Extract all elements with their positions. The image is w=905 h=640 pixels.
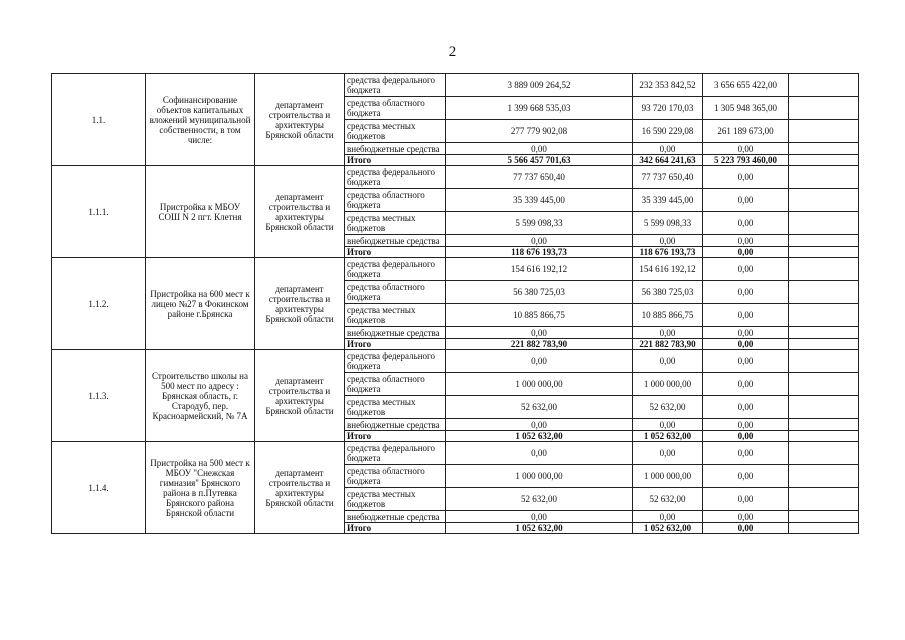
amount-cell: 0,00 [446, 442, 633, 465]
funding-source: средства федерального бюджета [345, 74, 446, 97]
empty-cell [789, 419, 859, 431]
empty-cell [789, 373, 859, 396]
amount-cell: 221 882 783,90 [446, 339, 633, 350]
funding-source: внебюджетные средства [345, 143, 446, 155]
amount-cell: 3 656 655 422,00 [703, 74, 789, 97]
amount-cell: 5 223 793 460,00 [703, 155, 789, 166]
funding-source: средства федерального бюджета [345, 442, 446, 465]
amount-cell: 0,00 [703, 166, 789, 189]
amount-cell: 0,00 [446, 143, 633, 155]
amount-cell: 5 599 098,33 [633, 212, 703, 235]
amount-cell: 5 599 098,33 [446, 212, 633, 235]
amount-cell: 0,00 [703, 373, 789, 396]
amount-cell: 0,00 [703, 327, 789, 339]
item-number: 1.1.1. [52, 166, 146, 258]
amount-cell: 52 632,00 [633, 488, 703, 511]
amount-cell: 16 590 229,08 [633, 120, 703, 143]
amount-cell: 0,00 [633, 511, 703, 523]
amount-cell: 0,00 [703, 304, 789, 327]
table-row [52, 350, 859, 373]
amount-cell: 52 632,00 [446, 488, 633, 511]
amount-cell: 1 000 000,00 [633, 465, 703, 488]
amount-cell: 154 616 192,12 [633, 258, 703, 281]
project-name: Строительство школы на 500 мест по адресу : Брянская область, г. Стародуб, пер. Красноармейский, № 7А [146, 350, 255, 442]
funding-source: внебюджетные средства [345, 235, 446, 247]
amount-cell: 0,00 [446, 350, 633, 373]
amount-cell: 56 380 725,03 [633, 281, 703, 304]
amount-cell: 1 000 000,00 [446, 373, 633, 396]
amount-cell: 0,00 [703, 350, 789, 373]
empty-cell [789, 442, 859, 465]
project-name: Пристройка к МБОУ СОШ N 2 пгт. Клетня [146, 166, 255, 258]
amount-cell: 5 566 457 701,63 [446, 155, 633, 166]
funding-source: средства федерального бюджета [345, 166, 446, 189]
funding-source: внебюджетные средства [345, 511, 446, 523]
empty-cell [789, 258, 859, 281]
funding-source: средства местных бюджетов [345, 212, 446, 235]
amount-cell: 0,00 [703, 419, 789, 431]
amount-cell: 93 720 170,03 [633, 97, 703, 120]
funding-source: внебюджетные средства [345, 327, 446, 339]
empty-cell [789, 189, 859, 212]
amount-cell: 0,00 [703, 212, 789, 235]
item-number: 1.1.3. [52, 350, 146, 442]
amount-cell: 1 052 632,00 [633, 523, 703, 534]
amount-cell: 1 305 948 365,00 [703, 97, 789, 120]
amount-cell: 0,00 [446, 419, 633, 431]
empty-cell [789, 339, 859, 350]
table-row [52, 442, 859, 465]
amount-cell: 0,00 [633, 327, 703, 339]
funding-source: средства федерального бюджета [345, 258, 446, 281]
amount-cell: 52 632,00 [633, 396, 703, 419]
funding-source: средства областного бюджета [345, 465, 446, 488]
empty-cell [789, 465, 859, 488]
funding-source: Итого [345, 523, 446, 534]
empty-cell [789, 488, 859, 511]
amount-cell: 1 399 668 535,03 [446, 97, 633, 120]
amount-cell: 0,00 [703, 431, 789, 442]
empty-cell [789, 511, 859, 523]
funding-source: средства областного бюджета [345, 373, 446, 396]
budget-table [51, 73, 859, 534]
empty-cell [789, 235, 859, 247]
amount-cell: 77 737 650,40 [446, 166, 633, 189]
amount-cell: 0,00 [446, 235, 633, 247]
amount-cell: 1 000 000,00 [633, 373, 703, 396]
amount-cell: 1 052 632,00 [446, 431, 633, 442]
amount-cell: 342 664 241,63 [633, 155, 703, 166]
funding-source: Итого [345, 339, 446, 350]
empty-cell [789, 350, 859, 373]
table-row [52, 258, 859, 281]
amount-cell: 0,00 [703, 442, 789, 465]
funding-source: Итого [345, 431, 446, 442]
amount-cell: 10 885 866,75 [446, 304, 633, 327]
amount-cell: 0,00 [633, 350, 703, 373]
funding-source: средства областного бюджета [345, 189, 446, 212]
item-number: 1.1. [52, 74, 146, 166]
empty-cell [789, 304, 859, 327]
amount-cell: 0,00 [703, 396, 789, 419]
page-number: 2 [448, 44, 457, 60]
empty-cell [789, 74, 859, 97]
amount-cell: 118 676 193,73 [446, 247, 633, 258]
amount-cell: 261 189 673,00 [703, 120, 789, 143]
funding-source: Итого [345, 247, 446, 258]
amount-cell: 118 676 193,73 [633, 247, 703, 258]
amount-cell: 0,00 [703, 488, 789, 511]
project-name: Пристройка на 600 мест к лицею №27 в Фокинском районе г.Брянска [146, 258, 255, 350]
project-name: Софинансирование объектов капитальных вложений муниципальной собственности, в том числе: [146, 74, 255, 166]
funding-source: средства местных бюджетов [345, 120, 446, 143]
empty-cell [789, 247, 859, 258]
amount-cell: 35 339 445,00 [446, 189, 633, 212]
department: департамент строительства и архитектуры Брянской области [255, 166, 345, 258]
funding-source: внебюджетные средства [345, 419, 446, 431]
empty-cell [789, 327, 859, 339]
funding-source: средства местных бюджетов [345, 304, 446, 327]
funding-source: средства областного бюджета [345, 281, 446, 304]
amount-cell: 3 889 009 264,52 [446, 74, 633, 97]
amount-cell: 0,00 [703, 143, 789, 155]
amount-cell: 0,00 [703, 511, 789, 523]
funding-source: средства федерального бюджета [345, 350, 446, 373]
department: департамент строительства и архитектуры Брянской области [255, 74, 345, 166]
amount-cell: 0,00 [703, 235, 789, 247]
empty-cell [789, 120, 859, 143]
amount-cell: 0,00 [703, 247, 789, 258]
amount-cell: 277 779 902,08 [446, 120, 633, 143]
amount-cell: 154 616 192,12 [446, 258, 633, 281]
empty-cell [789, 281, 859, 304]
table-row [52, 74, 859, 97]
amount-cell: 1 000 000,00 [446, 465, 633, 488]
amount-cell: 56 380 725,03 [446, 281, 633, 304]
amount-cell: 0,00 [633, 442, 703, 465]
funding-source: Итого [345, 155, 446, 166]
empty-cell [789, 97, 859, 120]
amount-cell: 0,00 [703, 258, 789, 281]
amount-cell: 52 632,00 [446, 396, 633, 419]
amount-cell: 77 737 650,40 [633, 166, 703, 189]
empty-cell [789, 155, 859, 166]
amount-cell: 0,00 [703, 281, 789, 304]
amount-cell: 0,00 [633, 143, 703, 155]
amount-cell: 0,00 [703, 339, 789, 350]
project-name: Пристройка на 500 мест к МБОУ "Снежская гимназия" Брянского района в п.Путевка Брянского района Брянской области [146, 442, 255, 534]
amount-cell: 1 052 632,00 [633, 431, 703, 442]
funding-source: средства местных бюджетов [345, 488, 446, 511]
item-number: 1.1.4. [52, 442, 146, 534]
budget-table-body [52, 74, 859, 534]
amount-cell: 0,00 [446, 327, 633, 339]
empty-cell [789, 396, 859, 419]
department: департамент строительства и архитектуры Брянской области [255, 258, 345, 350]
amount-cell: 0,00 [703, 465, 789, 488]
table-row [52, 166, 859, 189]
amount-cell: 0,00 [633, 235, 703, 247]
amount-cell: 0,00 [633, 419, 703, 431]
amount-cell: 0,00 [703, 189, 789, 212]
empty-cell [789, 143, 859, 155]
funding-source: средства местных бюджетов [345, 396, 446, 419]
amount-cell: 10 885 866,75 [633, 304, 703, 327]
amount-cell: 1 052 632,00 [446, 523, 633, 534]
empty-cell [789, 431, 859, 442]
department: департамент строительства и архитектуры Брянской области [255, 442, 345, 534]
amount-cell: 232 353 842,52 [633, 74, 703, 97]
amount-cell: 221 882 783,90 [633, 339, 703, 350]
empty-cell [789, 166, 859, 189]
department: департамент строительства и архитектуры Брянской области [255, 350, 345, 442]
empty-cell [789, 212, 859, 235]
amount-cell: 35 339 445,00 [633, 189, 703, 212]
empty-cell [789, 523, 859, 534]
amount-cell: 0,00 [703, 523, 789, 534]
amount-cell: 0,00 [446, 511, 633, 523]
funding-source: средства областного бюджета [345, 97, 446, 120]
item-number: 1.1.2. [52, 258, 146, 350]
